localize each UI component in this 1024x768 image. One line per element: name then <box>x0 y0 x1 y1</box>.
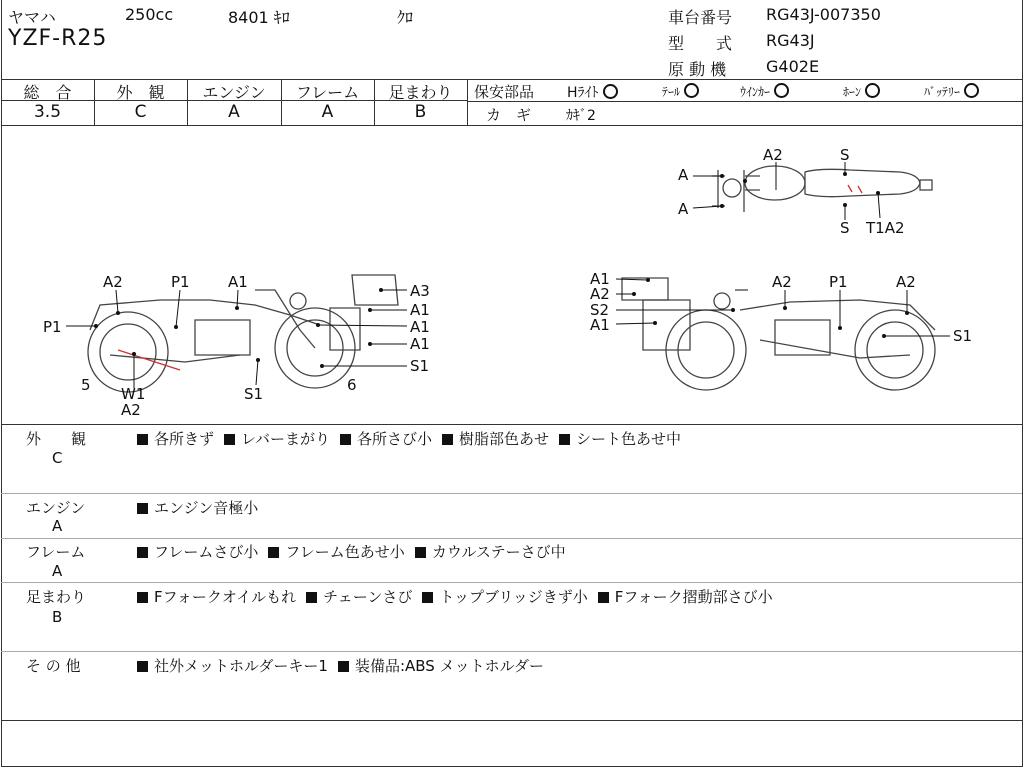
label-left-p1-front: P1 <box>43 318 62 336</box>
notes-suspension-grade: B <box>52 608 63 626</box>
label-left-a2-bottom: A2 <box>121 401 141 419</box>
divider <box>467 101 1022 102</box>
label-left-a3: A3 <box>410 282 430 300</box>
safety-item-horn: ﾎｰﾝ <box>843 83 880 100</box>
divider <box>1 538 1022 539</box>
exterior-grade: C <box>134 102 147 122</box>
notes-frame-grade: A <box>52 562 63 580</box>
engine-model: G402E <box>766 57 820 76</box>
overall-grade: 3.5 <box>33 102 62 122</box>
overall-label: 総 合 <box>23 83 72 102</box>
notes-suspension-items: Fフォークオイルもれ チェーンさび トップブリッジきず小 Fフォーク摺動部さび小 <box>137 586 783 607</box>
label-left-a1-c: A1 <box>410 335 430 353</box>
label-right-p1: P1 <box>829 273 848 291</box>
label-right-a1-b: A1 <box>590 316 610 334</box>
color: ｸﾛ <box>397 8 414 27</box>
type-label: 型 式 <box>668 34 733 53</box>
divider <box>1 582 1022 583</box>
divider <box>467 79 468 125</box>
circle-ok-icon <box>964 83 979 98</box>
divider <box>1 493 1022 494</box>
mileage: 8401 ｷﾛ <box>228 8 290 27</box>
maker: ヤマハ <box>8 8 56 27</box>
engine-grade-label: エンジン <box>202 83 266 102</box>
key-label: カ ギ <box>486 106 532 124</box>
notes-engine-grade: A <box>52 517 63 535</box>
label-right-s2: S2 <box>590 301 610 319</box>
circle-ok-icon <box>774 83 789 98</box>
damage-markers <box>94 172 909 368</box>
motorcycle-top-view <box>712 166 932 212</box>
divider <box>1 651 1022 652</box>
label-left-a2: A2 <box>103 273 123 291</box>
engine-label: 原 動 機 <box>668 60 727 79</box>
safety-title: 保安部品 <box>474 83 535 101</box>
circle-ok-icon <box>684 83 699 98</box>
notes-frame-label: フレーム <box>26 543 86 561</box>
label-left-w1: W1 <box>121 385 146 403</box>
label-left-5: 5 <box>81 376 91 394</box>
frame-grade-label: フレーム <box>295 83 360 102</box>
notes-other-items: 社外メットホルダーキー1 装備品:ABS メットホルダー <box>137 655 554 676</box>
suspension-grade: B <box>414 102 427 122</box>
label-a-upper: A <box>678 166 689 184</box>
notes-frame-items: フレームさび小 フレーム色あせ小 カウルステーさび中 <box>137 541 576 562</box>
motorcycle-right-view <box>622 278 935 390</box>
label-left-a1-b: A1 <box>410 318 430 336</box>
label-left-s1-right: S1 <box>410 357 430 375</box>
safety-item-tail: ﾃｰﾙ <box>662 83 699 100</box>
label-s-top: S <box>840 146 850 164</box>
label-left-6: 6 <box>347 376 357 394</box>
frame-no-label: 車台番号 <box>668 8 733 27</box>
notes-suspension-label: 足まわり <box>26 588 87 606</box>
frame-grade: A <box>321 102 334 122</box>
label-right-a2-rear: A2 <box>896 273 916 291</box>
notes-exterior-grade: C <box>52 449 63 467</box>
label-right-s1: S1 <box>953 327 973 345</box>
notes-engine-label: エンジン <box>26 499 86 517</box>
safety-item-battery: ﾊﾞｯﾃﾘｰ <box>924 83 979 100</box>
notes-engine-items: エンジン音極小 <box>137 497 268 518</box>
exterior-label: 外 観 <box>116 83 165 102</box>
label-right-a2-mid: A2 <box>772 273 792 291</box>
notes-exterior-items: 各所きず レバーまがり 各所さび小 樹脂部色あせ シート色あせ中 <box>137 428 691 449</box>
label-left-a1: A1 <box>228 273 248 291</box>
type-value: RG43J <box>766 31 815 50</box>
model-name: YZF-R25 <box>8 26 108 51</box>
label-t1a2: T1A2 <box>866 219 905 237</box>
label-left-a1-a: A1 <box>410 301 430 319</box>
displacement: 250cc <box>125 5 174 24</box>
label-a2-tank: A2 <box>763 146 783 164</box>
label-right-a1-a: A1 <box>590 270 610 288</box>
label-left-p1: P1 <box>171 273 190 291</box>
circle-ok-icon <box>865 83 880 98</box>
label-left-s1-bottom: S1 <box>244 385 264 403</box>
circle-ok-icon <box>603 84 618 99</box>
safety-item-headlight: Hﾗｲﾄ <box>567 82 618 102</box>
notes-other-label: そ の 他 <box>26 657 81 675</box>
divider <box>1 720 1022 721</box>
safety-item-winker: ｳｲﾝｶｰ <box>740 83 789 100</box>
label-s-bottom: S <box>840 219 850 237</box>
suspension-grade-label: 足まわり <box>388 83 453 102</box>
damage-diagram <box>0 126 1024 424</box>
divider <box>1 424 1022 425</box>
engine-grade: A <box>228 102 240 122</box>
label-a-lower: A <box>678 200 689 218</box>
key-value: ｶｷﾞ2 <box>566 108 596 124</box>
label-right-a2-a: A2 <box>590 285 610 303</box>
frame-no: RG43J-007350 <box>766 5 881 24</box>
notes-exterior-label: 外 観 <box>26 430 87 448</box>
